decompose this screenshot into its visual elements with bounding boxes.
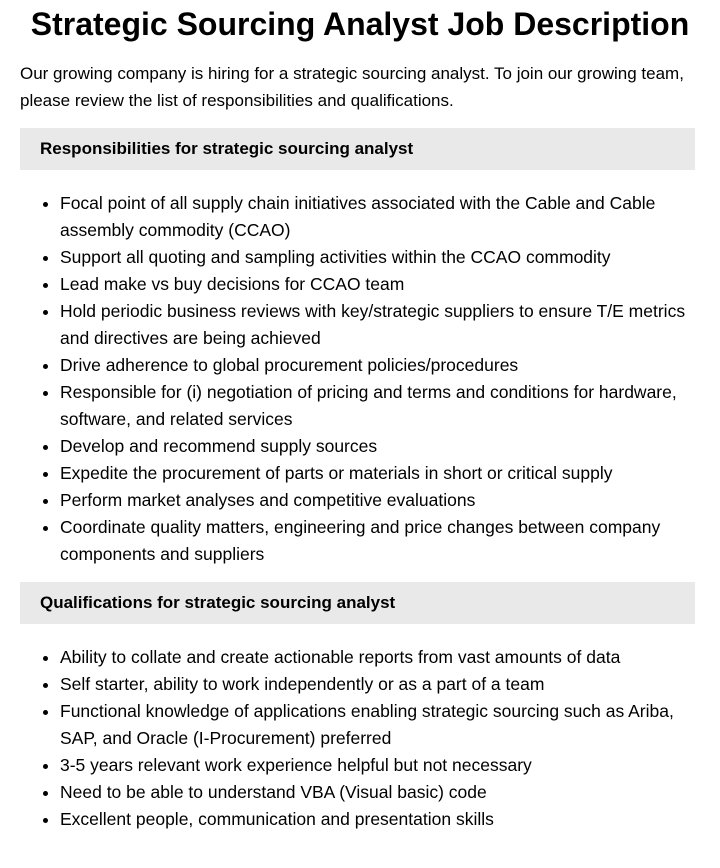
list-item: • Self starter, ability to work independently or as a part of a team <box>60 671 700 698</box>
list-item: • Hold periodic business reviews with key/strategic suppliers to ensure T/E metrics and directives are being achieved <box>60 298 700 352</box>
list-item: • Develop and recommend supply sources <box>60 433 700 460</box>
list-item: • Need to be able to understand VBA (Visual basic) code <box>60 779 700 806</box>
intro-text: Our growing company is hiring for a strategic sourcing analyst. To join our growing team, please review the list of responsibilities and qualifications. <box>20 64 684 110</box>
section-heading: Responsibilities for strategic sourcing analyst <box>20 128 695 170</box>
list-item: • Support all quoting and sampling activities within the CCAO commodity <box>60 244 700 271</box>
page-title: Strategic Sourcing Analyst Job Description <box>30 6 690 42</box>
list-item: • Expedite the procurement of parts or materials in short or critical supply <box>60 460 700 487</box>
list-item: • Lead make vs buy decisions for CCAO team <box>60 271 700 298</box>
list-item: • Functional knowledge of applications enabling strategic sourcing such as Ariba, SAP, and Oracle (I-Procurement) preferred <box>60 698 700 752</box>
section-list <box>20 190 700 568</box>
list-item: • Coordinate quality matters, engineering and price changes between company components and suppliers <box>60 514 700 568</box>
section-heading: Qualifications for strategic sourcing analyst <box>20 582 695 624</box>
list-item: • Focal point of all supply chain initiatives associated with the Cable and Cable assembly commodity (CCAO) <box>60 190 700 244</box>
list-item: • Responsible for (i) negotiation of pricing and terms and conditions for hardware, software, and related services <box>60 379 700 433</box>
list-item: • Excellent people, communication and presentation skills <box>60 806 700 833</box>
list-item: • Perform market analyses and competitive evaluations <box>60 487 700 514</box>
list-item: • Drive adherence to global procurement policies/procedures <box>60 352 700 379</box>
list-item: • Ability to collate and create actionable reports from vast amounts of data <box>60 644 700 671</box>
list-item: • 3-5 years relevant work experience helpful but not necessary <box>60 752 700 779</box>
section-list <box>20 644 700 833</box>
